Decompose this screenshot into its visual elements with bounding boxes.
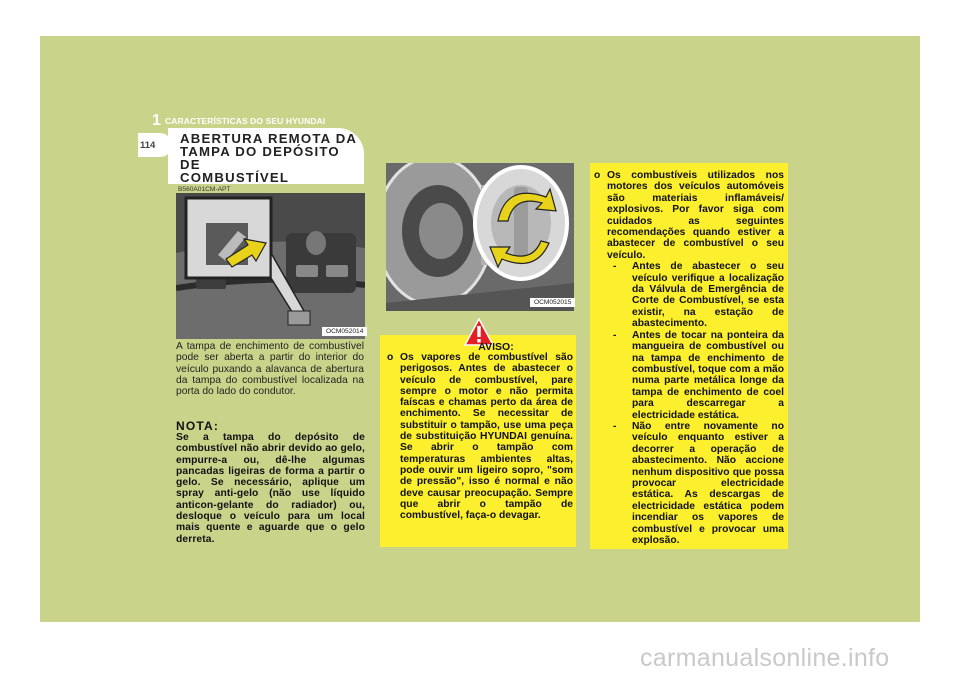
dash-mark: - <box>613 420 617 432</box>
chapter-title: CARACTERÍSTICAS DO SEU HYUNDAI <box>165 116 326 126</box>
safety-sub-item <box>607 330 784 421</box>
bullet-mark: o <box>387 352 394 363</box>
page-number: 114 <box>140 140 156 151</box>
bullet-mark: o <box>594 170 601 181</box>
safety-content <box>594 170 784 546</box>
section-title <box>180 132 358 184</box>
warning-content <box>387 352 573 521</box>
safety-sub-text: Antes de tocar na ponteira da mangueira de combustível ou na tampa de enchimento de combustível, toque com a mão numa parte metálica longe da tampa de enchimento de coel para descarregar a electricidade estática. <box>632 329 784 421</box>
chapter-number: 1 <box>152 112 161 129</box>
dash-mark: - <box>613 329 617 341</box>
note-heading: NOTA: <box>176 419 220 433</box>
warning-bullet-item <box>387 352 573 521</box>
warning-text: Os vapores de combustível são perigosos. Antes de abastecer o veículo de combustível, pare sempre o motor e não permita faíscas e chamas perto da área de enchimento. Se necessitar de substituir o tampão, use uma peça de substituição HYUNDAI genuína. Se abrir o tampão com temperaturas ambientes altas, pode ouvir um ligeiro sopro, "som de pressão", isso é normal e não deve causar preocupação. Sempre que abrir o tampão de combustível, faça-o devagar. <box>400 352 573 522</box>
fuel-cap-photo <box>386 163 574 311</box>
door-lever-photo <box>176 193 365 339</box>
section-title-line: ABERTURA REMOTA DA <box>180 131 358 146</box>
safety-sub-text: Antes de abastecer o seu veículo verifique a localização da Válvula de Emergência de Corte de Combustível, se esta existir, na estação de abastecimento. <box>632 261 784 330</box>
watermark: carmanualsonline.info <box>640 644 890 672</box>
reference-code: B560A01CM-APT <box>178 186 231 193</box>
safety-sub-item <box>607 421 784 546</box>
section-title-line: COMBUSTÍVEL <box>180 170 290 185</box>
intro-paragraph: A tampa de enchimento de combustível pode ser aberta a partir do interior do veículo puxando a alavanca de abertura da tampa do combustível localizada na porta do lado do condutor. <box>176 341 364 398</box>
safety-sub-text: Não entre novamente no veículo enquanto estiver a decorrer a operação de abastecimento. Não accione nenhum dispositivo que possa provocar electricidade estática. As descargas de electricidade estática podem incendiar os vapores de combustível e provocar uma explosão. <box>632 420 784 546</box>
safety-intro: Os combustíveis utilizados nos motores dos veículos automóveis são materiais inflamáveis/ explosivos. Por favor siga com cuidados as seguintes recomendações quando estiver a abastecer de combustível o seu veículo. <box>607 170 784 261</box>
image-caption: OCM052015 <box>530 298 575 307</box>
section-title-line: TAMPA DO DEPÓSITO DE <box>180 144 340 172</box>
note-text: Se a tampa do depósito de combustível não abrir devido ao gelo, empurre-a ou, dê-lhe algumas pancadas ligeiras de forma a partir o gelo. Se necessário, aplique um spray anti-gelo (não use líquido anticon-gelante do radiador) ou, desloque o veículo para um local mais quente e aguarde que o gelo derreta. <box>176 432 365 545</box>
safety-bullet-item <box>594 170 784 546</box>
dash-mark: - <box>613 261 617 273</box>
safety-sub-item <box>607 261 784 329</box>
warning-title: AVISO: <box>478 341 514 353</box>
image-caption: OCM052014 <box>322 327 367 336</box>
